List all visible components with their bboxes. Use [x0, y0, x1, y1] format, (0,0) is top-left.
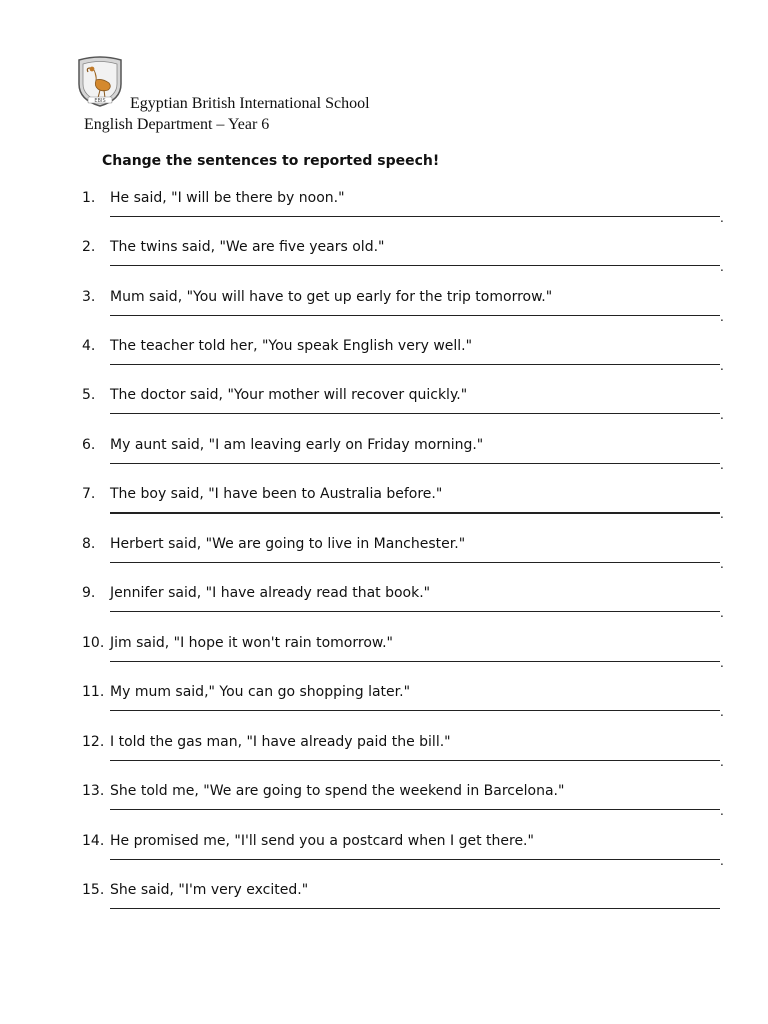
question-item: [0, 238, 768, 286]
answer-line-period: .: [720, 854, 724, 868]
question-number: 4.: [82, 338, 96, 354]
question-number: 1.: [82, 190, 96, 206]
answer-line-period: .: [720, 507, 724, 521]
question-text: The twins said, "We are five years old.": [110, 239, 385, 255]
instruction-text: Change the sentences to reported speech!: [102, 153, 440, 169]
question-item: [0, 832, 768, 880]
question-item: [0, 485, 768, 533]
question-text: My aunt said, "I am leaving early on Friday morning.": [110, 437, 484, 453]
department-heading: English Department – Year 6: [84, 116, 270, 133]
answer-line-period: .: [720, 458, 724, 472]
question-text: The doctor said, "Your mother will recover quickly.": [110, 387, 468, 403]
question-item: [0, 733, 768, 781]
question-number: 9.: [82, 585, 96, 601]
answer-line[interactable]: [110, 710, 720, 711]
answer-line[interactable]: [110, 216, 720, 217]
question-number: 13.: [82, 783, 105, 799]
question-number: 3.: [82, 289, 96, 305]
question-item: [0, 337, 768, 385]
answer-line[interactable]: [110, 908, 720, 909]
answer-line-period: .: [720, 656, 724, 670]
question-item: [0, 535, 768, 583]
school-name: Egyptian British International School: [130, 95, 370, 112]
answer-line[interactable]: [110, 661, 720, 662]
answer-line-period: .: [720, 705, 724, 719]
question-text: She said, "I'm very excited.": [110, 882, 309, 898]
answer-line[interactable]: [110, 364, 720, 365]
question-item: [0, 683, 768, 731]
answer-line-period: .: [720, 606, 724, 620]
logo-text: EBIS: [94, 98, 106, 104]
answer-line[interactable]: [110, 760, 720, 761]
answer-line-period: .: [720, 310, 724, 324]
question-text: He said, "I will be there by noon.": [110, 190, 345, 206]
question-number: 7.: [82, 486, 96, 502]
question-text: Herbert said, "We are going to live in Manchester.": [110, 536, 466, 552]
question-item: [0, 634, 768, 682]
question-text: He promised me, "I'll send you a postcard when I get there.": [110, 833, 534, 849]
answer-line[interactable]: [110, 859, 720, 860]
answer-line[interactable]: [110, 512, 720, 514]
question-text: Mum said, "You will have to get up early for the trip tomorrow.": [110, 289, 553, 305]
question-number: 8.: [82, 536, 96, 552]
question-item: [0, 288, 768, 336]
answer-line[interactable]: [110, 809, 720, 810]
answer-line-period: .: [720, 804, 724, 818]
answer-line-period: .: [720, 755, 724, 769]
question-number: 6.: [82, 437, 96, 453]
answer-line[interactable]: [110, 265, 720, 266]
answer-line-period: .: [720, 211, 724, 225]
question-item: [0, 189, 768, 237]
question-text: Jennifer said, "I have already read that book.": [110, 585, 431, 601]
answer-line-period: .: [720, 260, 724, 274]
question-text: My mum said," You can go shopping later.": [110, 684, 411, 700]
question-number: 5.: [82, 387, 96, 403]
question-item: [0, 436, 768, 484]
question-item: [0, 782, 768, 830]
question-text: I told the gas man, "I have already paid the bill.": [110, 734, 451, 750]
question-text: Jim said, "I hope it won't rain tomorrow.": [110, 635, 393, 651]
answer-line-period: .: [720, 557, 724, 571]
question-item: [0, 584, 768, 632]
question-number: 15.: [82, 882, 105, 898]
question-number: 2.: [82, 239, 96, 255]
question-number: 11.: [82, 684, 105, 700]
question-text: The boy said, "I have been to Australia before.": [110, 486, 443, 502]
answer-line[interactable]: [110, 611, 720, 612]
question-text: She told me, "We are going to spend the weekend in Barcelona.": [110, 783, 565, 799]
question-number: 10.: [82, 635, 105, 651]
question-item: [0, 386, 768, 434]
question-number: 12.: [82, 734, 105, 750]
answer-line[interactable]: [110, 463, 720, 464]
answer-line[interactable]: [110, 315, 720, 316]
question-item: [0, 881, 768, 929]
question-number: 14.: [82, 833, 105, 849]
answer-line[interactable]: [110, 562, 720, 563]
question-text: The teacher told her, "You speak English very well.": [110, 338, 473, 354]
answer-line[interactable]: [110, 413, 720, 414]
answer-line-period: .: [720, 408, 724, 422]
answer-line-period: .: [720, 359, 724, 373]
